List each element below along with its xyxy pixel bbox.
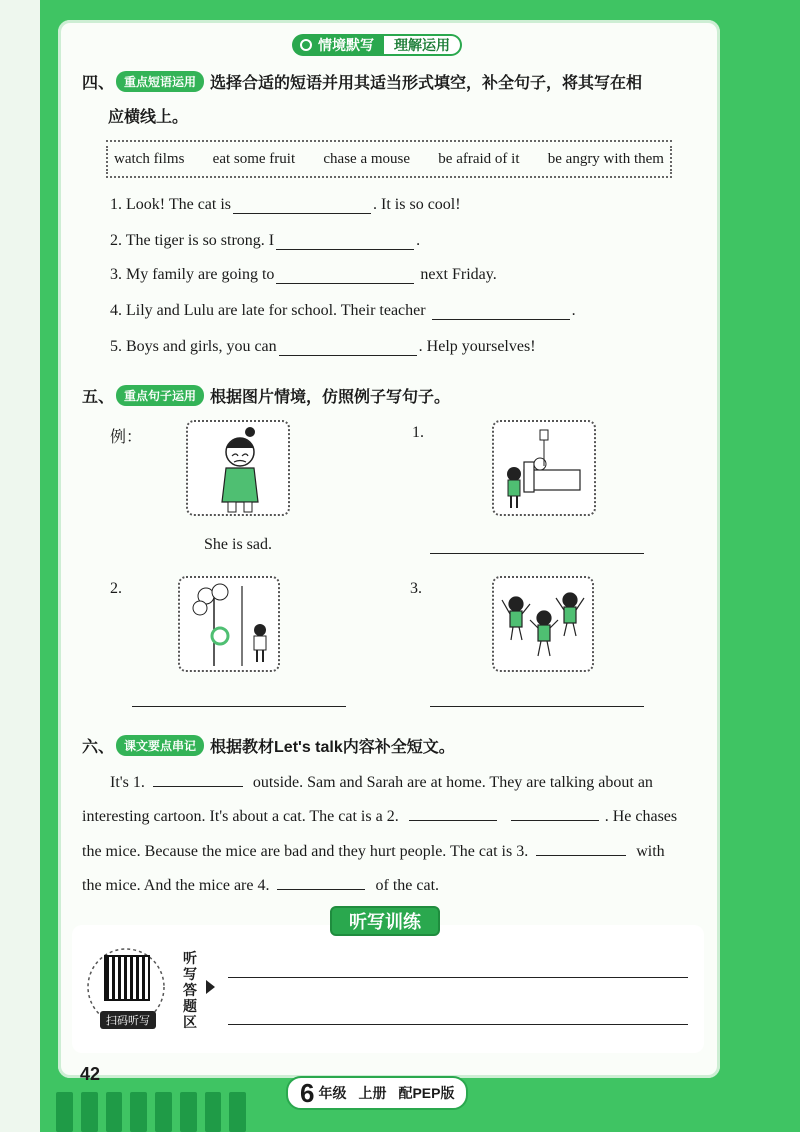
section6-tag: 课文要点串记 bbox=[116, 735, 204, 756]
picture-1 bbox=[492, 420, 596, 516]
answer-blank[interactable] bbox=[233, 199, 371, 214]
phrase-item: be afraid of it bbox=[438, 150, 520, 167]
passage-text: with bbox=[636, 843, 665, 860]
section4-instruction: 选择合适的短语并用其适当形式填空，补全句子，将其写在相 bbox=[210, 75, 643, 92]
question-3-end: next Friday. bbox=[420, 266, 497, 283]
phrase-item: chase a mouse bbox=[323, 150, 411, 167]
passage-line-3 bbox=[82, 841, 665, 860]
picture-3-label: 3. bbox=[410, 580, 422, 597]
question-1-text: 1. Look! The cat is bbox=[110, 196, 232, 213]
passage-text: . He chases bbox=[604, 808, 678, 825]
section6-title bbox=[82, 734, 455, 757]
answer-blank[interactable] bbox=[432, 305, 570, 320]
passage-text: It's 1. bbox=[110, 774, 145, 791]
qr-code-icon[interactable] bbox=[104, 955, 150, 1001]
passage-blank-2a[interactable] bbox=[409, 806, 497, 821]
question-1 bbox=[110, 196, 461, 214]
volume-text: 上册 bbox=[358, 1085, 387, 1101]
section6-number: 六、 bbox=[82, 739, 115, 756]
answer-area-label: 听写答题区 bbox=[183, 950, 197, 1030]
question-1-end: . It is so cool! bbox=[373, 196, 461, 213]
passage-blank-2b[interactable] bbox=[511, 806, 599, 821]
picture-2 bbox=[178, 576, 280, 672]
answer-line-1[interactable] bbox=[430, 553, 644, 554]
edition-badge bbox=[286, 1076, 468, 1110]
dictation-title: 听写训练 bbox=[330, 906, 440, 936]
dictation-area bbox=[72, 925, 704, 1053]
arrow-right-icon bbox=[206, 980, 215, 994]
answer-line-3[interactable] bbox=[430, 706, 644, 707]
section5-tag: 重点句子运用 bbox=[116, 385, 204, 406]
dictation-line-2[interactable] bbox=[228, 1024, 688, 1025]
example-label: 例： bbox=[110, 429, 143, 446]
picture-2-label: 2. bbox=[110, 580, 122, 597]
qr-scan-label: 扫码听写 bbox=[100, 1011, 156, 1029]
section6-instruction: 根据教材Let's talk内容补全短文。 bbox=[210, 739, 455, 756]
passage-text: of the cat. bbox=[375, 877, 440, 894]
passage-line-4 bbox=[82, 875, 439, 894]
left-margin bbox=[0, 0, 40, 1132]
grade-number: 6 bbox=[300, 1077, 315, 1108]
phrase-bank bbox=[106, 140, 672, 178]
passage-line-2 bbox=[82, 806, 677, 825]
passage-blank-4[interactable] bbox=[277, 875, 365, 890]
passage-text: the mice. And the mice are 4. bbox=[82, 877, 270, 894]
answer-blank[interactable] bbox=[276, 269, 414, 284]
page-number: 42 bbox=[80, 1064, 101, 1084]
banner-left-label: 情境默写 bbox=[318, 37, 374, 53]
question-2 bbox=[110, 232, 420, 250]
section4-title bbox=[82, 70, 642, 93]
question-2-text: 2. The tiger is so strong. I bbox=[110, 232, 275, 249]
question-5 bbox=[110, 338, 536, 356]
passage-text: the mice. Because the mice are bad and they hurt people. The cat is 3. bbox=[82, 843, 529, 860]
target-icon bbox=[300, 39, 312, 51]
section5-title bbox=[82, 384, 450, 407]
question-5-end: . Help yourselves! bbox=[418, 338, 536, 355]
question-3-text: 3. My family are going to bbox=[110, 266, 275, 283]
passage-line-1 bbox=[110, 772, 653, 791]
question-4 bbox=[110, 302, 576, 320]
section-banner bbox=[292, 34, 462, 56]
decorative-stripes bbox=[56, 1092, 246, 1132]
answer-blank[interactable] bbox=[276, 235, 414, 250]
grade-text: 年级 bbox=[318, 1085, 347, 1101]
phrase-item: watch films bbox=[114, 150, 185, 167]
section4-instruction-cont: 应横线上。 bbox=[108, 109, 189, 126]
passage-blank-1[interactable] bbox=[153, 772, 243, 787]
section4-tag: 重点短语运用 bbox=[116, 71, 204, 92]
passage-blank-3[interactable] bbox=[536, 841, 626, 856]
section5-number: 五、 bbox=[82, 389, 115, 406]
banner-right-label: 理解运用 bbox=[394, 37, 450, 53]
picture-1-label: 1. bbox=[412, 424, 424, 441]
passage-text: interesting cartoon. It's about a cat. The cat is a 2. bbox=[82, 808, 399, 825]
phrase-item: eat some fruit bbox=[212, 150, 296, 167]
picture-3 bbox=[492, 576, 594, 672]
edition-text: 配PEP版 bbox=[398, 1085, 455, 1101]
answer-blank[interactable] bbox=[279, 341, 417, 356]
answer-line-2[interactable] bbox=[132, 706, 346, 707]
phrase-item: be angry with them bbox=[547, 150, 664, 167]
question-5-text: 5. Boys and girls, you can bbox=[110, 338, 277, 355]
passage-text: outside. Sam and Sarah are at home. They are talking about an bbox=[252, 774, 653, 791]
section4-number: 四、 bbox=[82, 75, 115, 92]
dictation-line-1[interactable] bbox=[228, 977, 688, 978]
question-4-text: 4. Lily and Lulu are late for school. Their teacher bbox=[110, 302, 426, 319]
example-answer: She is sad. bbox=[204, 536, 272, 553]
section5-instruction: 根据图片情境，仿照例子写句子。 bbox=[210, 389, 451, 406]
question-3 bbox=[110, 266, 497, 284]
example-picture bbox=[186, 420, 290, 516]
question-2-end: . bbox=[416, 232, 421, 249]
question-4-end: . bbox=[571, 302, 576, 319]
